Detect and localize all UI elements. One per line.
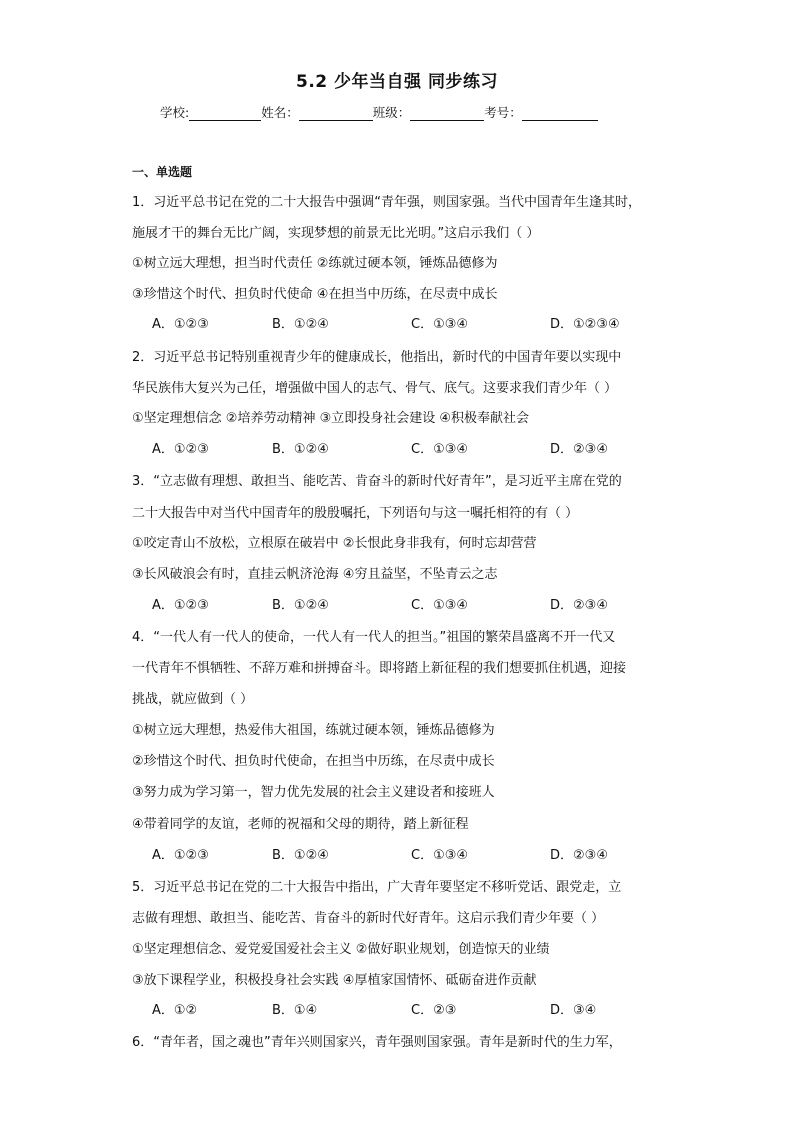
question-3-option-b[interactable]: B．①②④ (272, 598, 329, 613)
question-3-option-d[interactable]: D．②③④ (550, 598, 608, 613)
school-label: 学校: (160, 105, 190, 120)
question-4-statement: ④带着同学的友谊，老师的祝福和父母的期待，踏上新征程 (132, 817, 469, 832)
school-blank[interactable] (189, 106, 261, 121)
question-4-line: 一代青年不惧牺牲、不辞万难和拼搏奋斗。即将踏上新征程的我们想要抓住机遇，迎接 (132, 661, 627, 676)
question-4-option-b[interactable]: B．①②④ (272, 848, 329, 863)
question-1-option-c[interactable]: C．①③④ (411, 317, 469, 332)
question-4-option-c[interactable]: C．①③④ (411, 848, 469, 863)
question-5-line: 5．习近平总书记在党的二十大报告中指出，广大青年要坚定不移听党话、跟党走，立 (132, 880, 622, 895)
question-2-line: 华民族伟大复兴为己任，增强做中国人的志气、骨气、底气。这要求我们青少年（ ） (132, 381, 618, 396)
question-4-line: 4．“一代人有一代人的使命，一代人有一代人的担当。”祖国的繁荣昌盛离不开一代又 (132, 630, 616, 645)
question-2-option-c[interactable]: C．①③④ (411, 442, 469, 457)
question-1-line: 施展才干的舞台无比广阔，实现梦想的前景无比光明。”这启示我们（ ） (132, 226, 540, 241)
question-4-statement: ①树立远大理想，热爱伟大祖国，练就过硬本领，锤炼品德修为 (132, 723, 495, 738)
class-label: 班级： (372, 105, 411, 120)
question-2-line: 2．习近平总书记特别重视青少年的健康成长，他指出，新时代的中国青年要以实现中 (132, 350, 622, 365)
question-1-option-a[interactable]: A．①②③ (152, 317, 209, 332)
question-5-option-b[interactable]: B．①④ (272, 1003, 318, 1018)
name-blank[interactable] (299, 106, 373, 121)
question-3-statement: ①咬定青山不放松，立根原在破岩中 ②长恨此身非我有，何时忘却营营 (132, 536, 537, 551)
question-5-option-c[interactable]: C．②③ (411, 1003, 457, 1018)
question-4-line: 挑战，就应做到（ ） (132, 692, 254, 707)
question-4-statement: ②珍惜这个时代、担负时代使命，在担当中历练，在尽责中成长 (132, 754, 495, 769)
exam-no-label: 考号： (484, 105, 522, 120)
name-label: 姓名： (261, 105, 299, 120)
question-1-statement: ①树立远大理想，担当时代责任 ②练就过硬本领，锤炼品德修为 (132, 256, 498, 271)
question-5-statement: ①坚定理想信念、爱党爱国爱社会主义 ②做好职业规划，创造惊天的业绩 (132, 942, 550, 957)
question-2-option-b[interactable]: B．①②④ (272, 442, 329, 457)
question-2-statement: ①坚定理想信念 ②培养劳动精神 ③立即投身社会建设 ④积极奉献社会 (132, 411, 530, 426)
question-3-statement: ③长风破浪会有时，直挂云帆济沧海 ④穷且益坚，不坠青云之志 (132, 567, 498, 582)
section-title: 一、单选题 (132, 165, 193, 179)
question-5-line: 志做有理想、敢担当、能吃苦、肯奋斗的新时代好青年。这启示我们青少年要（ ） (132, 911, 605, 926)
question-3-option-a[interactable]: A．①②③ (152, 598, 209, 613)
question-1-option-d[interactable]: D．①②③④ (550, 317, 620, 332)
class-blank[interactable] (410, 106, 484, 121)
question-5-option-a[interactable]: A．①② (152, 1003, 198, 1018)
student-info-row (160, 103, 598, 121)
question-5-option-d[interactable]: D．③④ (550, 1003, 597, 1018)
question-1-line: 1．习近平总书记在党的二十大报告中强调“青年强，则国家强。当代中国青年生逢其时， (132, 195, 642, 210)
question-3-option-c[interactable]: C．①③④ (411, 598, 469, 613)
question-2-option-d[interactable]: D．②③④ (550, 442, 608, 457)
question-2-option-a[interactable]: A．①②③ (152, 442, 209, 457)
question-4-option-d[interactable]: D．②③④ (550, 848, 608, 863)
question-6-line: 6．“青年者，国之魂也”青年兴则国家兴，青年强则国家强。青年是新时代的生力军， (132, 1035, 622, 1050)
page-title: 5.2 少年当自强 同步练习 (296, 72, 498, 92)
exam-no-blank[interactable] (522, 106, 598, 121)
question-4-statement: ③努力成为学习第一，智力优先发展的社会主义建设者和接班人 (132, 785, 495, 800)
question-3-line: 二十大报告中对当代中国青年的殷殷嘱托，下列语句与这一嘱托相符的有（ ） (132, 506, 579, 521)
question-1-statement: ③珍惜这个时代、担负时代使命 ④在担当中历练，在尽责中成长 (132, 287, 498, 302)
question-4-option-a[interactable]: A．①②③ (152, 848, 209, 863)
question-1-option-b[interactable]: B．①②④ (272, 317, 329, 332)
question-5-statement: ③放下课程学业，积极投身社会实践 ④厚植家国情怀、砥砺奋进作贡献 (132, 973, 537, 988)
question-3-line: 3．“立志做有理想、敢担当、能吃苦、肯奋斗的新时代好青年”，是习近平主席在党的 (132, 474, 622, 489)
